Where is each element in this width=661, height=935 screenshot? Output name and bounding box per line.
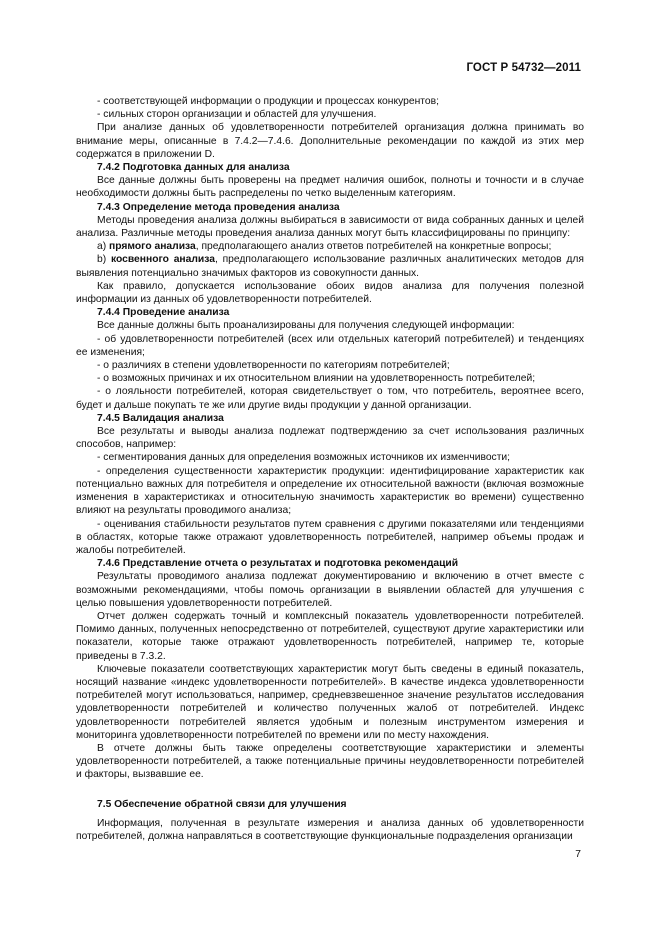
paragraph: Результаты проводимого анализа подлежат документированию и включению в отчет вместе с возможными рекомендациями, чтобы помочь организации в выявлении областей для улучшения с целью повышения удовлетворенности потребителей. <box>76 571 584 609</box>
document-body <box>76 95 584 843</box>
paragraph: - сильных сторон организации и областей для улучшения. <box>97 109 377 121</box>
paragraph: - определения существенности характеристик продукции: идентифицирование характеристик как потенциально важных для потребителя и определение их относительной важности (включая возможные изменения в характеристиках и относительную значимость характеристик во времени) существенно влияют на результаты проводимого анализа; <box>76 465 584 517</box>
list-marker: b) <box>97 254 111 266</box>
list-marker: а) <box>97 241 110 253</box>
bold-term: прямого анализа <box>109 241 196 253</box>
section-heading: 7.4.3 Определение метода проведения анализа <box>97 201 340 213</box>
section-heading: 7.4.2 Подготовка данных для анализа <box>97 162 290 174</box>
paragraph: - о возможных причинах и их относительном влиянии на удовлетворенность потребителей; <box>97 373 536 385</box>
paragraph: Все данные должны быть проанализированы для получения следующей информации: <box>97 320 515 332</box>
paragraph: Все данные должны быть проверены на предмет наличия ошибок, полноты и точности и в случае необходимости должны быть распределены по четко выделенным категориям. <box>76 175 584 200</box>
paragraph: - сегментирования данных для определения возможных источников их изменчивости; <box>97 452 511 464</box>
paragraph: Все результаты и выводы анализа подлежат подтверждению за счет использования различных способов, например: <box>76 426 584 451</box>
bold-term: косвенного анализа <box>110 254 215 266</box>
section-heading: 7.4.4 Проведение анализа <box>97 307 230 319</box>
page-number: 7 <box>575 849 581 860</box>
section-heading: 7.4.6 Представление отчета о результатах и подготовка рекомендаций <box>97 558 459 570</box>
list-paragraph <box>76 240 584 253</box>
list-text: , предполагающего анализ ответов потребителей на конкретные вопросы; <box>195 241 552 253</box>
paragraph: Ключевые показатели соответствующих характеристик могут быть сведены в единый показатель, носящий название «индекс удовлетворенности потребителей». В качестве индекса удовлетворенности потребителей могут использоваться, например, средневзвешенное значение результатов исследования удовлетворенности потребителей и количество полученных жалоб от потребителей. Индекс удовлетворенности потребителей является удобным и полезным инструментом измерения и мониторинга удовлетворенности потребителей по времени или по месту нахождения. <box>76 663 584 741</box>
paragraph: - о различиях в степени удовлетворенности по категориям потребителей; <box>97 360 450 372</box>
paragraph: Как правило, допускается использование обоих видов анализа для получения полезной информации из данных об удовлетворенности потребителей. <box>76 280 584 306</box>
paragraph: Информация, полученная в результате измерения и анализа данных об удовлетворенности потребителей, должна направляться в соответствующие функциональные подразделения организации <box>76 817 584 842</box>
paragraph: - об удовлетворенности потребителей (всех или отдельных категорий потребителей) и тенденциях ее изменения; <box>76 333 584 358</box>
paragraph: Отчет должен содержать точный и комплексный показатель удовлетворенности потребителей. Помимо данных, полученных непосредственно от потребителей, существуют другие характеристики или показатели, которые также отражают удовлетворенность потребителей, например те, которые приведены в 7.3.2. <box>76 610 584 662</box>
paragraph: - о лояльности потребителей, которая свидетельствует о том, что потребитель, вероятнее всего, будет и дальше покупать те же или другие виды продукции у данной организации. <box>76 386 584 411</box>
paragraph: В отчете должны быть также определены соответствующие характеристики и элементы удовлетворенности потребителей, а также потенциальные причины неудовлетворенности потребителей и факторы, вызвавшие ее. <box>76 742 584 781</box>
list-paragraph <box>76 253 584 279</box>
list-text: , предполагающего использование различных аналитических методов для выявления потенциально значимых факторов из совокупности данных. <box>76 254 584 279</box>
section-heading: 7.5 Обеспечение обратной связи для улучшения <box>97 798 347 810</box>
paragraph: - соответствующей информации о продукции и процессах конкурентов; <box>97 96 439 107</box>
paragraph: При анализе данных об удовлетворенности потребителей организация должна принимать во внимание меры, описанные в 7.4.2—7.4.6. Дополнительные рекомендации по каждой из этих мер содержатся в приложении D. <box>76 122 584 160</box>
paragraph: Методы проведения анализа должны выбираться в зависимости от вида собранных данных и целей анализа. Различные методы проведения анализа данных могут быть классифицированы по принципу: <box>76 214 584 240</box>
standard-designation: ГОСТ Р 54732—2011 <box>466 62 581 74</box>
section-heading: 7.4.5 Валидация анализа <box>97 412 224 424</box>
paragraph: - оценивания стабильности результатов путем сравнения с другими показателями или тенденциями в областях, которые также отражают удовлетворенность потребителей, например объемы продаж и жалобы потребителей. <box>76 518 584 556</box>
